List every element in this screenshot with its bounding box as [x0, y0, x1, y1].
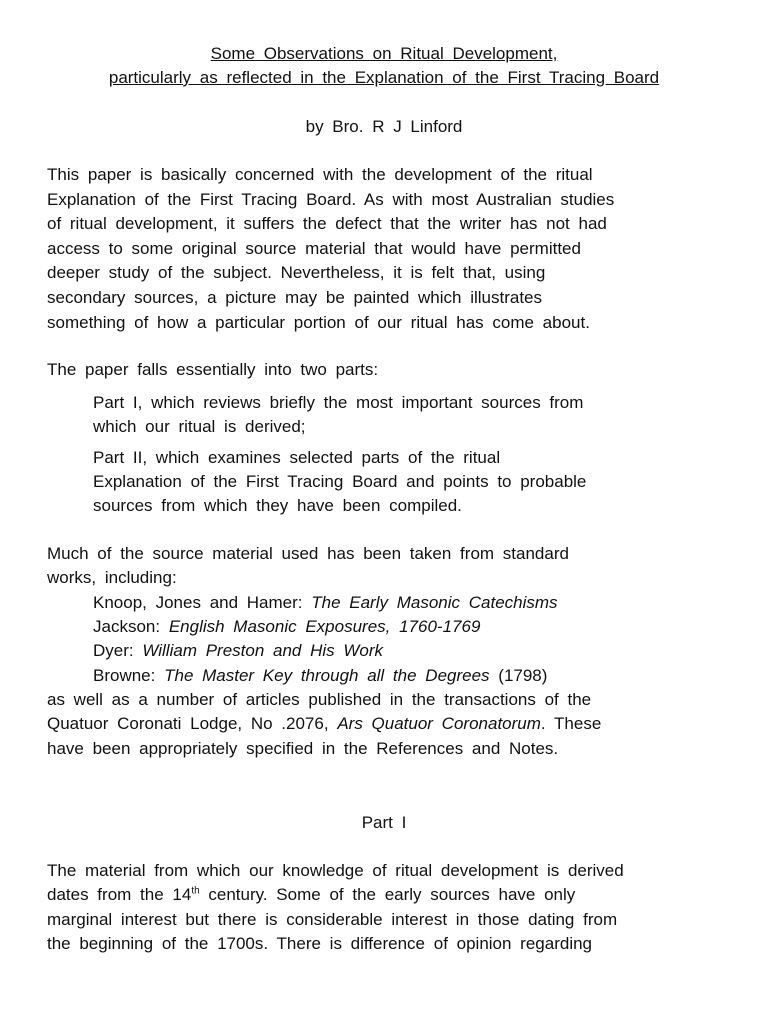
work-author: Dyer:	[93, 641, 134, 661]
text-line: as well as a number of articles published in the transactions of the	[47, 689, 592, 709]
text-line: of ritual development, it suffers the defect that the writer has not had	[47, 214, 607, 234]
work-title: English Masonic Exposures, 1760-1769	[168, 617, 481, 637]
text-run: Quatuor Coronati Lodge, No .2076,	[47, 714, 329, 734]
text-line: deeper study of the subject. Nevertheless, it is felt that, using	[47, 263, 546, 283]
superscript: th	[191, 885, 200, 897]
title-line-1: Some Observations on Ritual Development,	[210, 44, 558, 63]
text-line: sources from which they have been compiled.	[93, 495, 462, 515]
work-title: William Preston and His Work	[142, 641, 384, 661]
part-heading: Part I	[361, 812, 407, 832]
intro-paragraph	[47, 163, 721, 335]
part-2-description	[93, 446, 721, 518]
work-item	[93, 591, 721, 615]
work-year: (1798)	[498, 665, 548, 685]
text-run: century. Some of the early sources have only	[199, 885, 576, 905]
text-line: Explanation of the First Tracing Board and points to probable	[93, 471, 587, 491]
text-line: works, including:	[47, 568, 177, 588]
text-line: the beginning of the 1700s. There is difference of opinion regarding	[47, 934, 593, 954]
text-line	[47, 883, 721, 908]
part-1-description	[93, 391, 721, 439]
works-list	[93, 591, 721, 688]
text-line: Much of the source material used has been taken from standard	[47, 543, 569, 563]
text-line: Part I, which reviews briefly the most important sources from	[93, 392, 584, 412]
work-title: The Master Key through all the Degrees	[164, 665, 490, 685]
text-line: something of how a particular portion of our ritual has come about.	[47, 312, 590, 332]
work-title: The Early Masonic Catechisms	[311, 592, 558, 612]
text-line: which our ritual is derived;	[93, 416, 306, 436]
journal-title: Ars Quatuor Coronatorum	[337, 714, 541, 734]
text-line	[47, 712, 721, 737]
text-line: secondary sources, a picture may be painted which illustrates	[47, 287, 543, 307]
sources-outro	[47, 688, 721, 762]
author-byline: by Bro. R J Linford	[305, 117, 463, 136]
document-title	[47, 42, 721, 90]
part-1-paragraph	[47, 859, 721, 957]
work-item	[93, 615, 721, 639]
parts-intro: The paper falls essentially into two parts:	[47, 360, 379, 380]
work-author: Knoop, Jones and Hamer:	[93, 592, 303, 612]
text-line: have been appropriately specified in the References and Notes.	[47, 738, 559, 758]
sources-intro	[47, 542, 721, 591]
work-item	[93, 664, 721, 688]
work-author: Jackson:	[93, 617, 161, 637]
text-line: The material from which our knowledge of ritual development is derived	[47, 860, 624, 880]
work-item	[93, 639, 721, 663]
text-line: marginal interest but there is considerable interest in those dating from	[47, 909, 618, 929]
text-line: This paper is basically concerned with the development of the ritual	[47, 165, 593, 184]
text-run: . These	[540, 714, 602, 734]
work-author: Browne:	[93, 665, 156, 685]
document-page	[47, 42, 721, 957]
title-line-2: particularly as reflected in the Explanation of the First Tracing Board	[108, 68, 660, 87]
text-line: Part II, which examines selected parts of the ritual	[93, 447, 501, 467]
text-line: access to some original source material that would have permitted	[47, 238, 581, 258]
text-line: Explanation of the First Tracing Board. As with most Australian studies	[47, 189, 615, 209]
text-run: dates from the 14	[47, 885, 192, 905]
